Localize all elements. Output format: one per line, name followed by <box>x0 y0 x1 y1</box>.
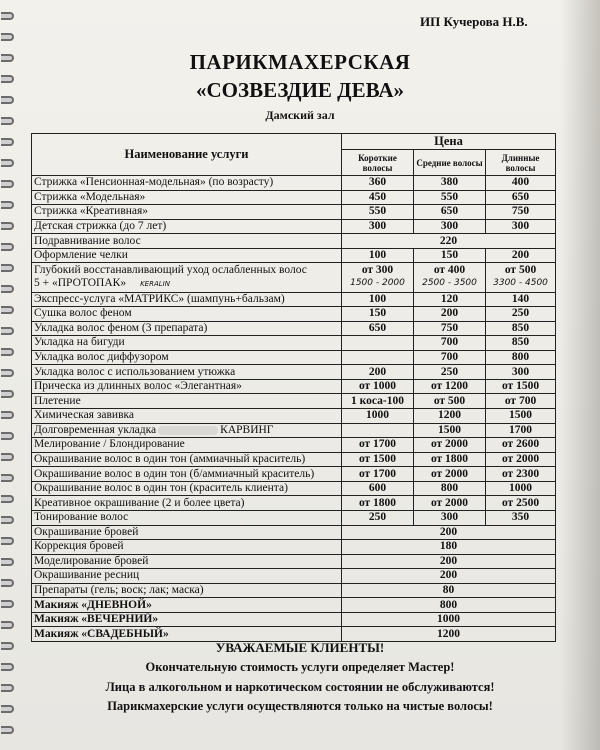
price-long: 200 <box>486 248 556 263</box>
binding-ring <box>1 600 14 608</box>
service-name: Подравнивание волос <box>32 234 342 249</box>
binding-ring <box>1 726 14 734</box>
table-row <box>32 540 556 555</box>
price-short: 1000 <box>342 409 414 424</box>
service-name: Стрижка «Пенсионная-модельная» (по возрасту) <box>32 176 342 191</box>
price-long: 650 <box>486 190 556 205</box>
price-short: 550 <box>342 205 414 220</box>
service-name: Окрашивание волос в один тон (аммиачный краситель) <box>32 452 342 467</box>
service-name: Укладка на бигуди <box>32 336 342 351</box>
table-row <box>32 190 556 205</box>
service-name: Окрашивание ресниц <box>32 569 342 584</box>
price-short: 600 <box>342 481 414 496</box>
binding-ring <box>1 411 14 419</box>
price-long: 1700 <box>486 423 556 438</box>
price-long: 850 <box>486 321 556 336</box>
price-short <box>342 423 414 438</box>
table-row <box>32 248 556 263</box>
price-medium: от 1800 <box>414 452 486 467</box>
binding-ring <box>1 432 14 440</box>
price-medium: 750 <box>414 321 486 336</box>
binding-ring <box>1 369 14 377</box>
price-medium: 300 <box>414 219 486 234</box>
price-long: 800 <box>486 350 556 365</box>
price-all-lengths: 220 <box>342 234 556 249</box>
service-name: Моделирование бровей <box>32 554 342 569</box>
price-long: 850 <box>486 336 556 351</box>
price-short-handwritten: 1500 - 2000 <box>350 278 405 289</box>
price-short: 450 <box>342 190 414 205</box>
price-long: от 1500 <box>486 379 556 394</box>
binding-ring <box>1 516 14 524</box>
price-medium: 800 <box>414 481 486 496</box>
service-name: Сушка волос феном <box>32 307 342 322</box>
service-name-line1: Глубокий восстанавливающий уход ослабленных волос <box>34 263 307 276</box>
price-long: от 2000 <box>486 452 556 467</box>
table-row <box>32 554 556 569</box>
price-medium: 650 <box>414 205 486 220</box>
service-name: Стрижка «Креативная» <box>32 205 342 220</box>
service-name: Макияж «ДНЕВНОЙ» <box>32 598 342 613</box>
service-name: Макияж «СВАДЕБНЫЙ» <box>32 627 342 642</box>
price-medium: 150 <box>414 248 486 263</box>
price-all-lengths: 800 <box>342 598 556 613</box>
price-long: 750 <box>486 205 556 220</box>
service-name: Препараты (гель; воск; лак; маска) <box>32 583 342 598</box>
price-all-lengths: 200 <box>342 569 556 584</box>
header-short-hair: Короткие волосы <box>342 150 414 176</box>
service-name: Стрижка «Модельная» <box>32 190 342 205</box>
footer-notice-sobriety: Лица в алкогольном и наркотическом состоянии не обслуживаются! <box>105 680 495 694</box>
header-service: Наименование услуги <box>32 134 342 176</box>
service-name: Укладка волос феном (3 препарата) <box>32 321 342 336</box>
table-row <box>32 481 556 496</box>
binding-ring <box>1 12 14 20</box>
binding-ring <box>1 495 14 503</box>
price-long: от 2500 <box>486 496 556 511</box>
price-medium: 1200 <box>414 409 486 424</box>
service-name: Коррекция бровей <box>32 540 342 555</box>
price-all-lengths: 1000 <box>342 612 556 627</box>
binding-ring <box>1 579 14 587</box>
price-medium: от 2000 <box>414 438 486 453</box>
price-long: от 2300 <box>486 467 556 482</box>
table-row <box>32 292 556 307</box>
table-row <box>32 409 556 424</box>
price-short: 100 <box>342 248 414 263</box>
header-price: Цена <box>342 134 556 150</box>
binding-ring <box>1 33 14 41</box>
owner-name: ИП Кучерова Н.В. <box>420 14 528 29</box>
price-medium: 380 <box>414 176 486 191</box>
glare-smudge <box>158 426 218 435</box>
price-all-lengths: 180 <box>342 540 556 555</box>
price-medium: от 500 <box>414 394 486 409</box>
table-row <box>32 496 556 511</box>
price-long: 140 <box>486 292 556 307</box>
service-name: Креативное окрашивание (2 и более цвета) <box>32 496 342 511</box>
price-long: от 700 <box>486 394 556 409</box>
price-long: 350 <box>486 510 556 525</box>
table-row <box>32 525 556 540</box>
table-row <box>32 423 556 438</box>
binding-ring <box>1 306 14 314</box>
service-name: Экспресс-услуга «МАТРИКС» (шампунь+бальзам) <box>32 292 342 307</box>
service-name <box>32 423 342 438</box>
salon-title: ПАРИКМАХЕРСКАЯ <box>189 50 411 74</box>
price-long: 400 <box>486 176 556 191</box>
price-medium: от 2000 <box>414 496 486 511</box>
price-all-lengths: 200 <box>342 525 556 540</box>
price-short: 200 <box>342 365 414 380</box>
table-row <box>32 234 556 249</box>
price-rows <box>32 176 556 642</box>
service-name: Макияж «ВЕЧЕРНИЙ» <box>32 612 342 627</box>
header-medium-hair: Средние волосы <box>414 150 486 176</box>
binding-ring <box>1 390 14 398</box>
hall-subtitle: Дамский зал <box>265 108 335 122</box>
binding-ring <box>1 621 14 629</box>
table-row <box>32 263 556 292</box>
table-row <box>32 598 556 613</box>
binding-ring <box>1 285 14 293</box>
binding-ring <box>1 180 14 188</box>
price-short <box>342 336 414 351</box>
table-row <box>32 307 556 322</box>
price-medium: 700 <box>414 350 486 365</box>
price-short: от 1700 <box>342 467 414 482</box>
price-table <box>31 133 556 642</box>
table-row <box>32 569 556 584</box>
binding-ring <box>1 138 14 146</box>
service-name: Химическая завивка <box>32 409 342 424</box>
price-short <box>342 350 414 365</box>
service-name: Окрашивание волос в один тон (б/аммиачный краситель) <box>32 467 342 482</box>
service-name-tail: КАРВИНГ <box>220 423 274 436</box>
header-long-hair: Длинные волосы <box>486 150 556 176</box>
footer-notice-title: УВАЖАЕМЫЕ КЛИЕНТЫ! <box>215 640 385 655</box>
service-name <box>32 263 342 292</box>
service-name: Укладка волос с использованием утюжка <box>32 365 342 380</box>
price-long: 300 <box>486 365 556 380</box>
price-short: 1 коса-100 <box>342 394 414 409</box>
price-long-printed: от 500 <box>504 264 537 277</box>
table-row <box>32 583 556 598</box>
service-name: Детская стрижка (до 7 лет) <box>32 219 342 234</box>
price-medium <box>414 263 486 292</box>
price-all-lengths: 1200 <box>342 627 556 642</box>
service-name: Прическа из длинных волос «Элегантная» <box>32 379 342 394</box>
binding-ring <box>1 453 14 461</box>
price-medium: 250 <box>414 365 486 380</box>
price-long: 250 <box>486 307 556 322</box>
table-row <box>32 467 556 482</box>
table-row <box>32 379 556 394</box>
price-short: 360 <box>342 176 414 191</box>
table-row <box>32 321 556 336</box>
price-medium: от 1200 <box>414 379 486 394</box>
table-row <box>32 510 556 525</box>
price-medium: 120 <box>414 292 486 307</box>
binding-ring <box>1 201 14 209</box>
price-medium: от 2000 <box>414 467 486 482</box>
price-medium: 200 <box>414 307 486 322</box>
price-short: от 1700 <box>342 438 414 453</box>
price-short: 150 <box>342 307 414 322</box>
price-short <box>342 263 414 292</box>
price-short-printed: от 300 <box>361 264 394 277</box>
salon-name: «СОЗВЕЗДИЕ ДЕВА» <box>195 78 404 102</box>
table-row <box>32 452 556 467</box>
table-row <box>32 176 556 191</box>
table-row <box>32 350 556 365</box>
service-name-line2-text: 5 + «ПРОТОПАК» <box>34 276 127 289</box>
price-all-lengths: 200 <box>342 554 556 569</box>
table-row <box>32 336 556 351</box>
price-medium: 550 <box>414 190 486 205</box>
price-long-handwritten: 3300 - 4500 <box>493 278 548 289</box>
price-medium: 1500 <box>414 423 486 438</box>
price-long <box>486 263 556 292</box>
service-name: Оформление челки <box>32 248 342 263</box>
table-row <box>32 438 556 453</box>
price-medium: 700 <box>414 336 486 351</box>
binding-ring <box>1 243 14 251</box>
service-name: Окрашивание бровей <box>32 525 342 540</box>
binding-ring <box>1 327 14 335</box>
service-name: Тонирование волос <box>32 510 342 525</box>
binding-ring <box>1 537 14 545</box>
price-long: 1000 <box>486 481 556 496</box>
service-name: Укладка волос диффузором <box>32 350 342 365</box>
binding-ring <box>1 264 14 272</box>
table-row <box>32 205 556 220</box>
table-row <box>32 219 556 234</box>
price-all-lengths: 80 <box>342 583 556 598</box>
table-row <box>32 365 556 380</box>
service-name-text: Долговременная укладка <box>34 423 157 436</box>
price-medium-printed: от 400 <box>433 264 466 277</box>
price-medium: 300 <box>414 510 486 525</box>
table-row <box>32 612 556 627</box>
footer-notice-clean-hair: Парикмахерские услуги осуществляются только на чистые волосы! <box>107 699 493 713</box>
footer-notice-price: Окончательную стоимость услуги определяет Мастер! <box>145 660 455 674</box>
binding-ring <box>1 474 14 482</box>
price-short: 250 <box>342 510 414 525</box>
binding-ring <box>1 558 14 566</box>
binding-ring <box>1 159 14 167</box>
table-row <box>32 394 556 409</box>
binding-ring <box>1 222 14 230</box>
price-short: от 1500 <box>342 452 414 467</box>
service-name: Плетение <box>32 394 342 409</box>
price-long: 300 <box>486 219 556 234</box>
price-long: 1500 <box>486 409 556 424</box>
price-short: 650 <box>342 321 414 336</box>
price-short: 300 <box>342 219 414 234</box>
price-short: от 1800 <box>342 496 414 511</box>
service-name: Мелирование / Блондирование <box>32 438 342 453</box>
price-long: от 2600 <box>486 438 556 453</box>
price-short: от 1000 <box>342 379 414 394</box>
price-medium-handwritten: 2500 - 3500 <box>422 278 477 289</box>
binding-ring <box>1 348 14 356</box>
price-short: 100 <box>342 292 414 307</box>
handwritten-note: KERALIN <box>140 279 170 288</box>
service-name-line2 <box>34 277 339 291</box>
service-name: Окрашивание волос в один тон (краситель клиента) <box>32 481 342 496</box>
